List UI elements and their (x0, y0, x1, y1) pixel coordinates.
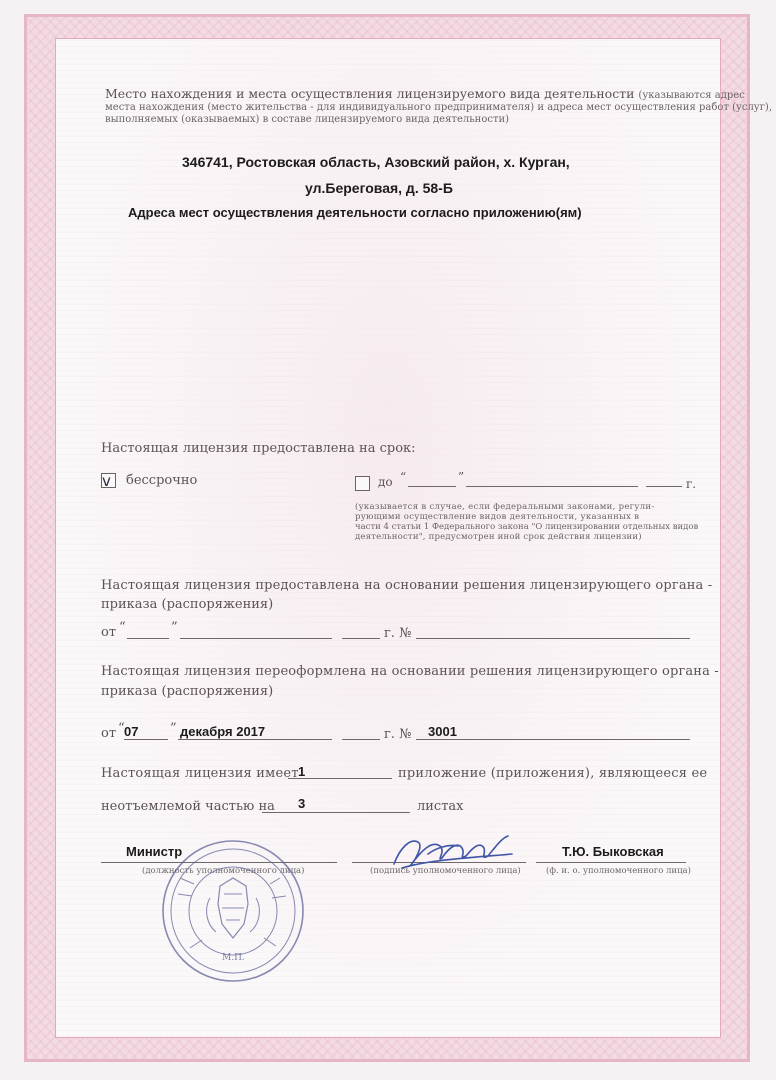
handwritten-signature (388, 828, 516, 874)
until-year-suffix: г. (686, 477, 697, 491)
reissue-number: 3001 (428, 724, 457, 739)
reissue-year-line (342, 739, 380, 740)
sheets-line (262, 812, 410, 813)
sheets-count: 3 (298, 796, 306, 811)
address-line-1: 346741, Ростовская область, Азовский район, х. Курган, (182, 154, 570, 170)
signer-name: Т.Ю. Быковская (562, 844, 664, 859)
until-month-line (466, 486, 638, 487)
appendix-count: 1 (298, 764, 306, 779)
reissue-year-suffix: г. № (384, 727, 412, 742)
reissue-number-line (416, 739, 690, 740)
appendix-suffix: приложение (приложения), являющееся ее (398, 766, 708, 781)
until-prefix: до (378, 475, 393, 489)
address-line-2: ул.Береговая, д. 58-Б (305, 180, 453, 196)
term-heading: Настоящая лицензия предоставлена на срок: (101, 441, 416, 456)
position-caption: (должность уполномоченного лица) (142, 866, 305, 876)
unlimited-label: бессрочно (126, 473, 198, 488)
reissue-quote-open: “ (118, 721, 125, 736)
grant-line-1: Настоящая лицензия предоставлена на основании решения лицензирующего органа - (101, 578, 713, 593)
name-line (536, 862, 686, 863)
term-note-4: деятельности", предусмотрен иной срок действия лицензии) (355, 532, 642, 542)
term-note-2: рующими осуществление видов деятельности, указанных в (355, 512, 640, 522)
until-checkbox (355, 476, 370, 491)
check-mark: v (102, 472, 111, 490)
reissue-quote-close: ” (170, 721, 177, 736)
appendix-prefix: Настоящая лицензия имеет (101, 766, 299, 781)
header-line-3: выполняемых (оказываемых) в составе лицензируемого вида деятельности) (105, 114, 510, 125)
header-line-1 (105, 86, 745, 101)
until-quote-open: “ (400, 470, 407, 484)
until-day-line (408, 486, 456, 487)
header-line-1-note: (указываются адрес (638, 90, 745, 101)
grant-line-2: приказа (распоряжения) (101, 597, 274, 612)
until-year-line (646, 486, 682, 487)
grant-month-line (180, 638, 332, 639)
until-quote-close: ” (458, 470, 465, 484)
official-seal-stamp (160, 838, 306, 984)
sheets-prefix: неотъемлемой частью на (101, 799, 275, 814)
grant-quote-open: “ (119, 620, 126, 635)
header-line-2: места нахождения (место жительства - для индивидуального предпринимателя) и адреса мест осуществления работ (услуг), (105, 102, 773, 113)
signer-position: Министр (126, 844, 183, 859)
grant-from: от (101, 625, 117, 640)
name-caption: (ф. и. о. уполномоченного лица) (546, 866, 691, 876)
reissue-month: декабря 2017 (180, 724, 266, 739)
grant-day-line (127, 638, 169, 639)
reissue-from: от (101, 726, 117, 741)
stamp-mark: М.П. (222, 953, 245, 963)
reissue-day-line (124, 739, 168, 740)
reissue-line-1: Настоящая лицензия переоформлена на основании решения лицензирующего органа - (101, 664, 719, 679)
appendix-count-line (288, 778, 392, 779)
grant-year-suffix: г. № (384, 626, 412, 641)
header-line-1-main: Место нахождения и места осуществления лицензируемого вида деятельности (105, 86, 635, 101)
reissue-month-line (178, 739, 332, 740)
signature-caption: (подпись уполномоченного лица) (370, 866, 521, 876)
term-note-1: (указывается в случае, если федеральными законами, регули- (355, 502, 655, 512)
sheets-suffix: листах (417, 799, 464, 814)
grant-quote-close: ” (171, 620, 178, 635)
address-line-3: Адреса мест осуществления деятельности согласно приложению(ям) (128, 205, 582, 220)
term-note-3: части 4 статьи 1 Федерального закона "О лицензировании отдельных видов (355, 522, 699, 532)
grant-year-line (342, 638, 380, 639)
reissue-day: 07 (124, 724, 139, 739)
grant-number-line (416, 638, 690, 639)
reissue-line-2: приказа (распоряжения) (101, 684, 274, 699)
